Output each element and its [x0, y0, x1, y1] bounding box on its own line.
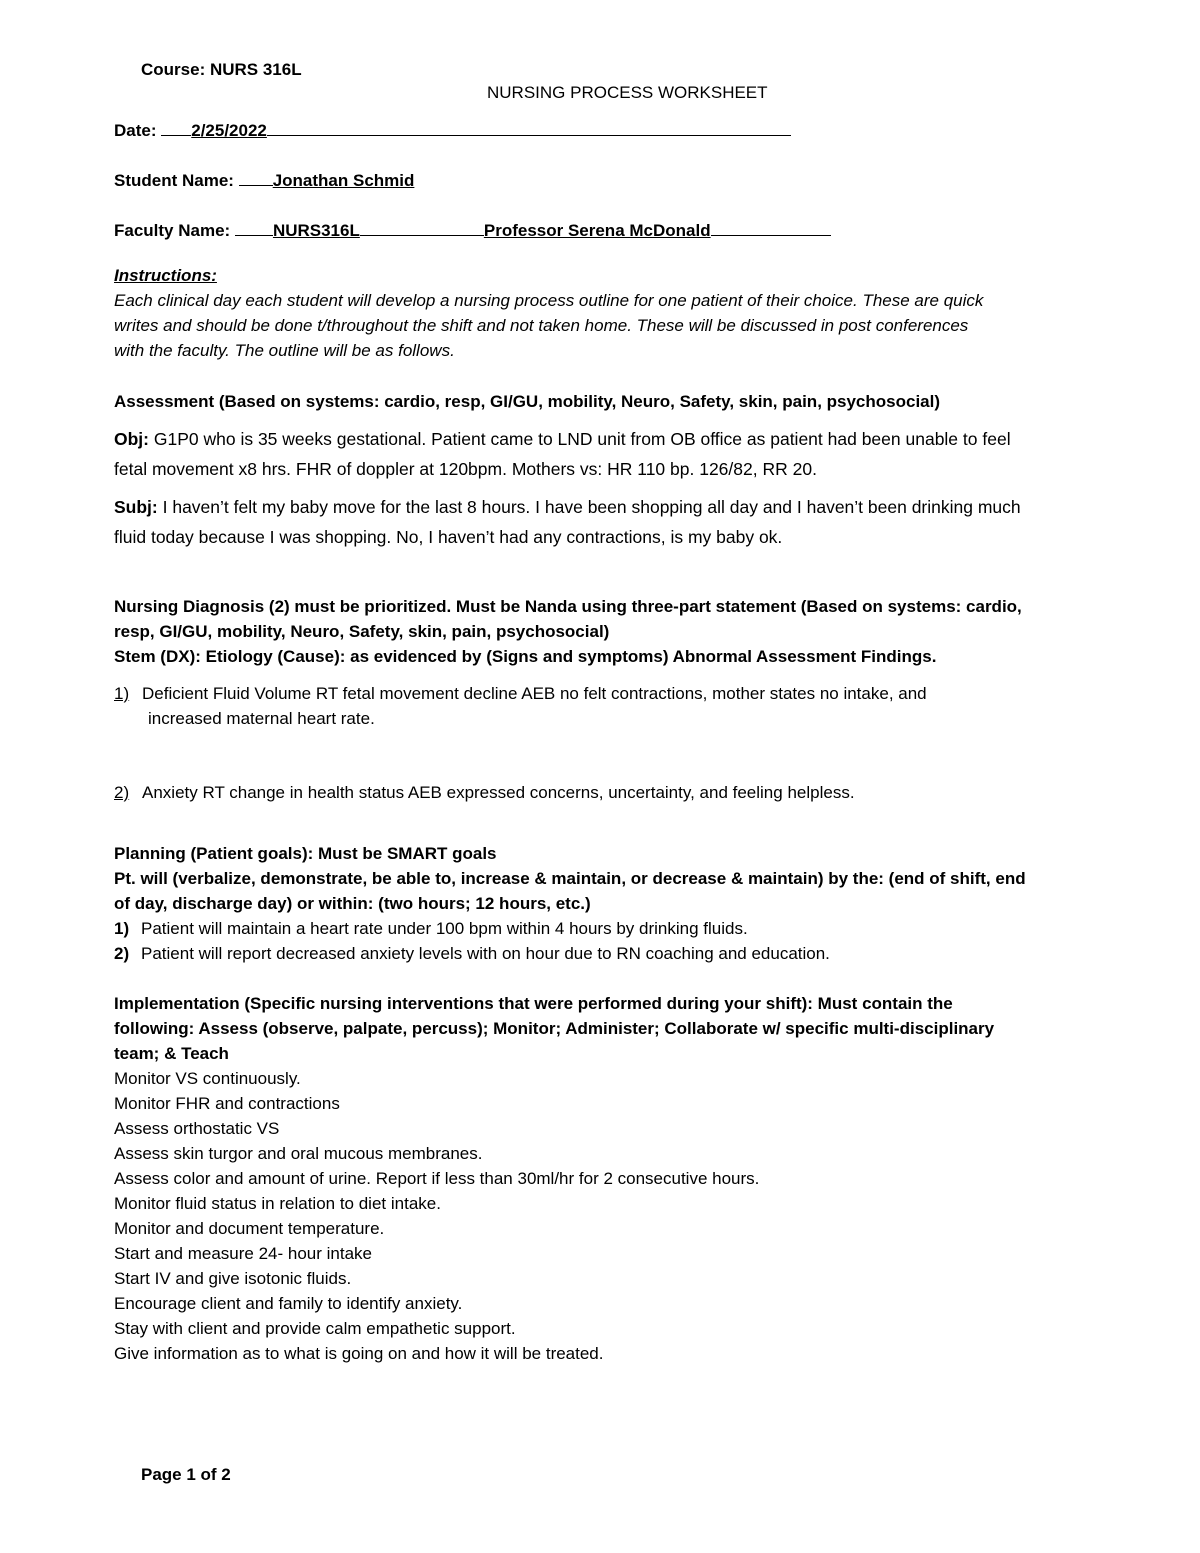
faculty-course-value: NURS316L	[272, 221, 360, 240]
implementation-heading-line: following: Assess (observe, palpate, percuss); Monitor; Administer; Collaborate w/ specific multi-disciplinary	[114, 1019, 995, 1038]
subjective-block	[114, 492, 1094, 552]
page-number: Page 1 of 2	[141, 1465, 231, 1484]
intervention-item: Stay with client and provide calm empathetic support.	[114, 1319, 516, 1338]
document-title: NURSING PROCESS WORKSHEET	[487, 83, 768, 102]
goal-text: Patient will report decreased anxiety levels with on hour due to RN coaching and education.	[141, 944, 830, 963]
date-row	[114, 115, 791, 143]
diagnosis-text: increased maternal heart rate.	[148, 709, 375, 728]
planning-instruction-line: of day, discharge day) or within: (two hours; 12 hours, etc.)	[114, 894, 591, 913]
implementation-section	[114, 991, 1094, 1366]
date-label: Date:	[114, 121, 157, 140]
diagnosis-text: Anxiety RT change in health status AEB expressed concerns, uncertainty, and feeling helpless.	[142, 783, 855, 802]
diagnosis-heading-line: Stem (DX): Etiology (Cause): as evidenced by (Signs and symptoms) Abnormal Assessment Findings.	[114, 647, 937, 666]
faculty-label: Faculty Name:	[114, 221, 231, 240]
instructions-section	[114, 263, 1094, 363]
date-underline-lead	[161, 115, 191, 136]
subj-label: Subj:	[114, 497, 158, 517]
diagnosis-item	[114, 681, 1094, 731]
subj-text-line: fluid today because I was shopping. No, I haven’t had any contractions, is my baby ok.	[114, 527, 783, 547]
faculty-row	[114, 215, 831, 243]
assessment-heading: Assessment (Based on systems: cardio, resp, GI/GU, mobility, Neuro, Safety, skin, pain, psychosocial)	[114, 392, 941, 411]
diagnosis-heading	[114, 594, 1094, 669]
student-label: Student Name:	[114, 171, 234, 190]
instructions-line: writes and should be done t/throughout the shift and not taken home. These will be discussed in post conferences	[114, 316, 969, 335]
student-underline-lead	[239, 165, 273, 186]
intervention-item: Assess skin turgor and oral mucous membranes.	[114, 1144, 483, 1163]
obj-text-line: fetal movement x8 hrs. FHR of doppler at 120bpm. Mothers vs: HR 110 bp. 126/82, RR 20.	[114, 459, 817, 479]
faculty-underline-mid	[360, 215, 484, 236]
subj-text-line: I haven’t felt my baby move for the last 8 hours. I have been shopping all day and I haven’t been drinking much	[157, 497, 1021, 517]
goal-text: Patient will maintain a heart rate under 100 bpm within 4 hours by drinking fluids.	[141, 919, 748, 938]
implementation-heading-line: Implementation (Specific nursing interventions that were performed during your shift): Must contain the	[114, 994, 953, 1013]
intervention-item: Start IV and give isotonic fluids.	[114, 1269, 352, 1288]
implementation-heading-line: team; & Teach	[114, 1044, 229, 1063]
date-value: 2/25/2022	[191, 121, 267, 140]
intervention-item: Assess color and amount of urine. Report if less than 30ml/hr for 2 consecutive hours.	[114, 1169, 760, 1188]
intervention-item: Give information as to what is going on and how it will be treated.	[114, 1344, 604, 1363]
obj-label: Obj:	[114, 429, 149, 449]
instructions-line: Each clinical day each student will develop a nursing process outline for one patient of their choice. These are quick	[114, 291, 984, 310]
instructions-line: with the faculty. The outline will be as follows.	[114, 341, 455, 360]
diagnosis-heading-line: resp, GI/GU, mobility, Neuro, Safety, skin, pain, psychosocial)	[114, 622, 610, 641]
course-label: Course: NURS 316L	[141, 60, 302, 79]
intervention-item: Encourage client and family to identify anxiety.	[114, 1294, 463, 1313]
intervention-item: Start and measure 24- hour intake	[114, 1244, 372, 1263]
date-underline-trail	[267, 115, 791, 136]
diagnosis-item	[114, 780, 1094, 805]
faculty-underline-trail	[711, 215, 831, 236]
intervention-item: Monitor fluid status in relation to diet intake.	[114, 1194, 441, 1213]
goal-number: 1)	[114, 919, 130, 938]
goal-number: 2)	[114, 944, 130, 963]
diagnosis-heading-line: Nursing Diagnosis (2) must be prioritized. Must be Nanda using three-part statement (Based on systems: cardio,	[114, 597, 1022, 616]
student-row	[114, 165, 414, 193]
diagnosis-text: Deficient Fluid Volume RT fetal movement decline AEB no felt contractions, mother states no intake, and	[142, 684, 927, 703]
faculty-underline-lead	[235, 215, 273, 236]
obj-text-line: G1P0 who is 35 weeks gestational. Patient came to LND unit from OB office as patient had been unable to feel	[149, 429, 1011, 449]
intervention-item: Assess orthostatic VS	[114, 1119, 280, 1138]
objective-block	[114, 424, 1094, 484]
planning-instruction-line: Pt. will (verbalize, demonstrate, be able to, increase & maintain, or decrease & maintain) by the: (end of shift, end	[114, 869, 1026, 888]
diagnosis-number: 2)	[114, 783, 130, 802]
planning-section	[114, 841, 1094, 966]
planning-heading: Planning (Patient goals): Must be SMART goals	[114, 844, 497, 863]
faculty-name-value: Professor Serena McDonald	[483, 221, 711, 240]
intervention-item: Monitor and document temperature.	[114, 1219, 385, 1238]
student-name-value: Jonathan Schmid	[272, 171, 415, 190]
intervention-item: Monitor VS continuously.	[114, 1069, 301, 1088]
intervention-item: Monitor FHR and contractions	[114, 1094, 340, 1113]
instructions-heading: Instructions:	[114, 266, 217, 285]
diagnosis-number: 1)	[114, 684, 130, 703]
